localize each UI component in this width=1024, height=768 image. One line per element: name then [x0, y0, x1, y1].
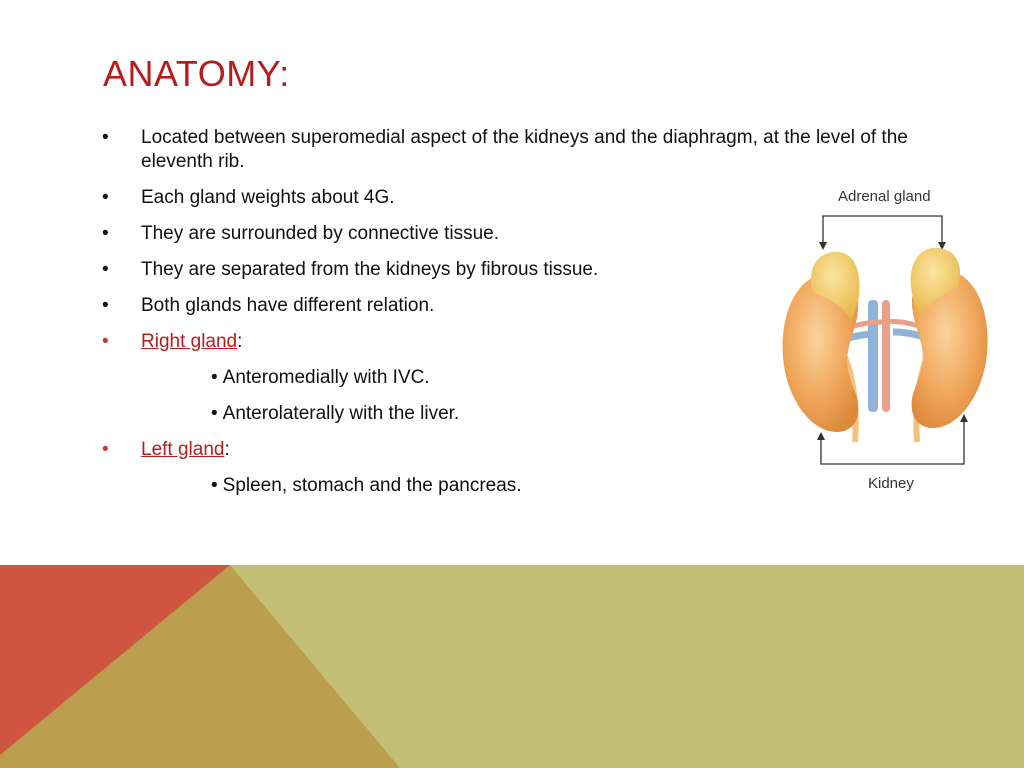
sub-bullet-dot: •: [211, 367, 218, 388]
left-gland-colon: :: [224, 439, 230, 460]
sub-item-text: Spleen, stomach and the pancreas.: [222, 475, 522, 496]
adrenal-callout-lines: [823, 216, 942, 244]
bullet-dot: •: [102, 187, 109, 208]
right-gland-label: Right gland: [141, 331, 238, 352]
bullet-text: Each gland weights about 4G.: [141, 187, 395, 208]
decorative-footer-shapes: [0, 565, 1024, 768]
bullet-dot: •: [102, 259, 109, 280]
bullet-text: Both glands have different relation.: [141, 295, 435, 316]
bullet-dot: •: [102, 127, 109, 148]
bullet-text: They are separated from the kidneys by fibrous tissue.: [141, 259, 599, 280]
slide-title: ANATOMY:: [103, 53, 290, 94]
adrenal-gland-label: Adrenal gland: [838, 188, 931, 205]
bullet-text: They are surrounded by connective tissue.: [141, 223, 500, 244]
sub-item-text: Anteromedially with IVC.: [222, 367, 430, 388]
bullet-item-location: [102, 126, 932, 174]
adrenal-arrow-heads: [819, 242, 946, 250]
left-gland-label: Left gland: [141, 439, 225, 460]
bullet-dot: •: [102, 223, 109, 244]
bullet-text: Located between superomedial aspect of the kidneys and the diaphragm, at the level of the eleventh rib.: [141, 127, 908, 172]
bullet-dot: •: [102, 295, 109, 316]
sub-item-text: Anterolaterally with the liver.: [222, 403, 460, 424]
sub-bullet-dot: •: [211, 475, 218, 496]
kidney-illustration: [775, 182, 1000, 502]
kidney-label: Kidney: [868, 475, 914, 492]
bullet-dot: •: [102, 439, 109, 460]
bullet-dot: •: [102, 331, 109, 352]
sub-bullet-dot: •: [211, 403, 218, 424]
right-gland-colon: :: [237, 331, 243, 352]
kidney-adrenal-figure: [775, 182, 1000, 502]
